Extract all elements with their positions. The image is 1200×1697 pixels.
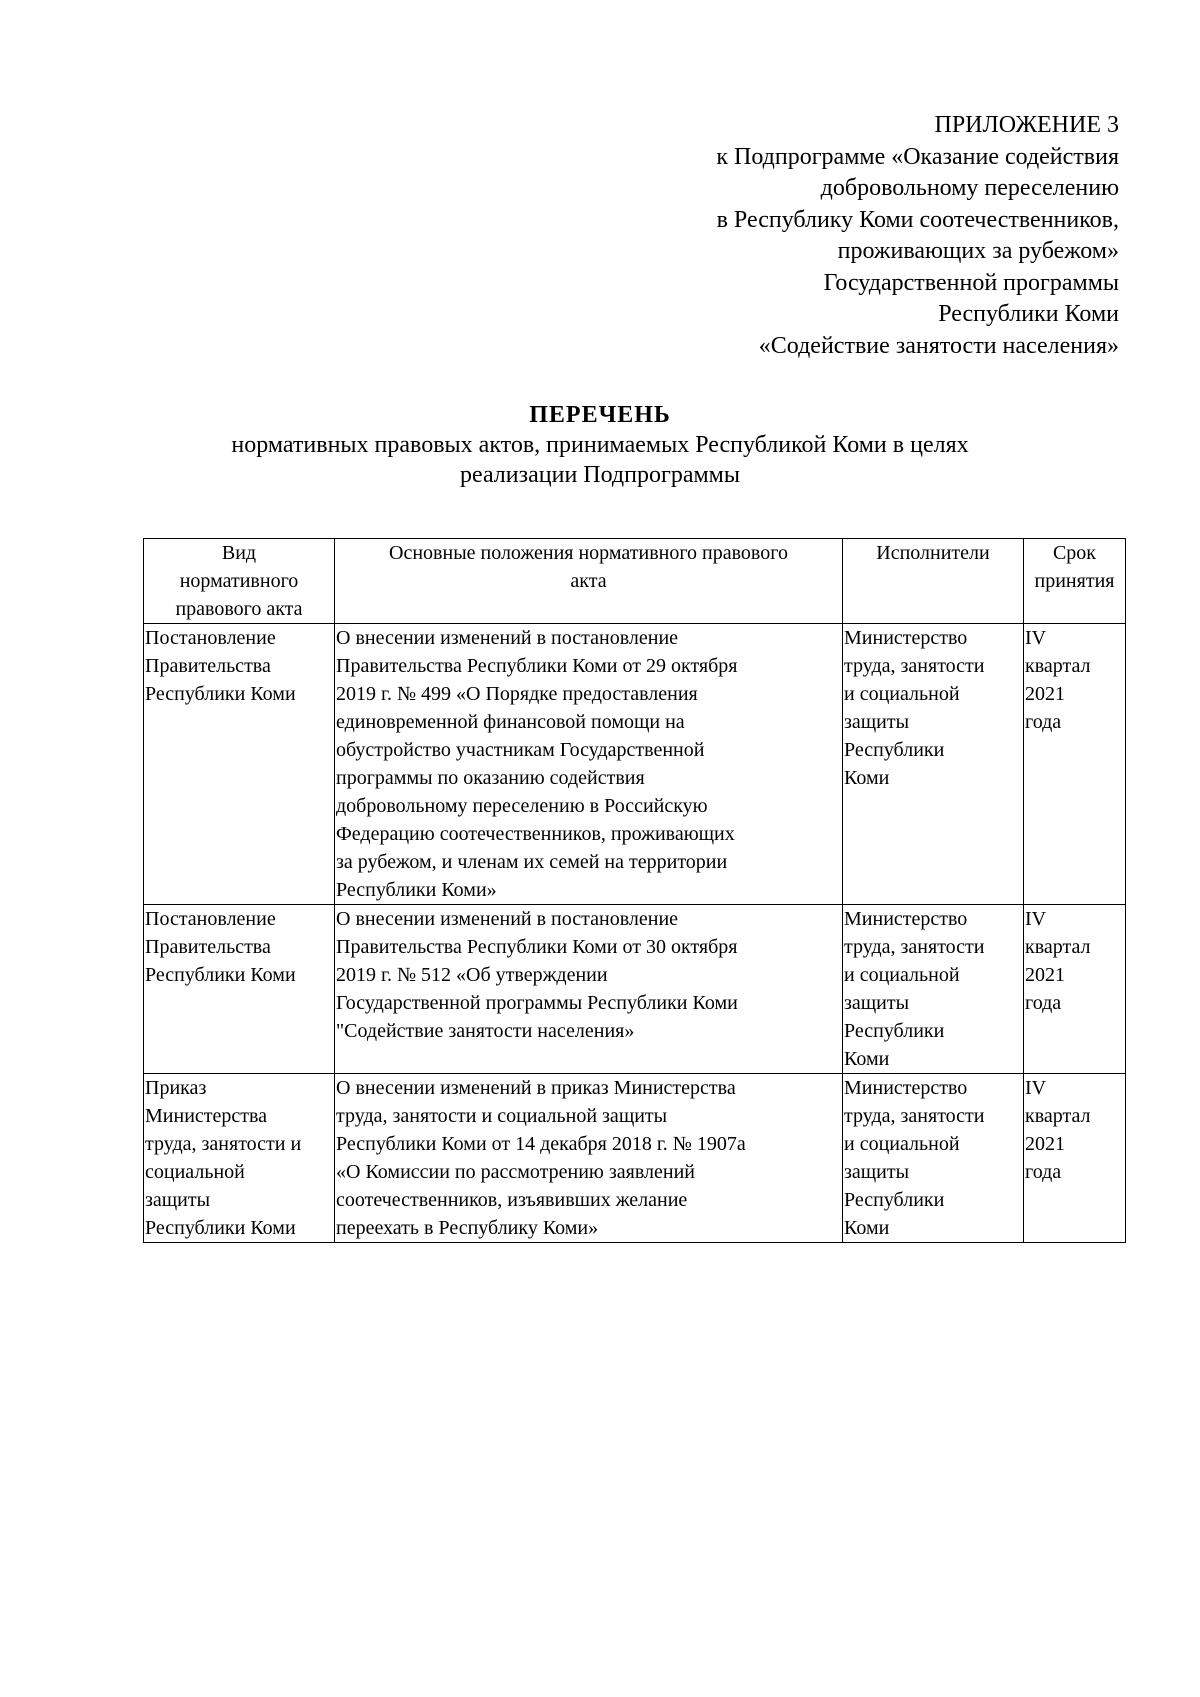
header-line: акта xyxy=(570,570,607,592)
appendix-line: добровольному переселению xyxy=(820,175,1119,201)
appendix-header xyxy=(419,110,1119,362)
cell-line: Приказ xyxy=(145,1077,207,1099)
cell-line: переехать в Республику Коми» xyxy=(336,1217,599,1239)
cell-provisions xyxy=(335,1074,843,1243)
cell-line: программы по оказанию содействия xyxy=(336,767,645,789)
document-heading xyxy=(130,400,1070,490)
appendix-line: к Подпрограмме «Оказание содействия xyxy=(716,143,1119,170)
cell-act-type xyxy=(144,1074,335,1243)
document-title: ПЕРЕЧЕНЬ xyxy=(529,402,671,428)
cell-line: Республики xyxy=(844,1189,945,1211)
cell-line: труда, занятости и xyxy=(145,1133,302,1155)
cell-line: Постановление xyxy=(145,908,276,930)
cell-line: Правительства Республики Коми от 29 октября xyxy=(336,655,738,677)
cell-line: Министерство xyxy=(844,1077,968,1099)
cell-line: и социальной xyxy=(844,683,960,705)
cell-line: за рубежом, и членам их семей на территории xyxy=(336,851,728,873)
cell-line: Министерства xyxy=(145,1105,268,1127)
cell-line: года xyxy=(1025,992,1062,1014)
cell-act-type xyxy=(144,905,335,1074)
cell-line: Федерацию соотечественников, проживающих xyxy=(336,823,735,845)
cell-line: Республики xyxy=(844,739,945,761)
header-deadline xyxy=(1024,539,1126,624)
cell-line: защиты xyxy=(145,1189,211,1211)
cell-line: квартал xyxy=(1025,1105,1091,1127)
header-line: правового акта xyxy=(175,598,303,620)
cell-line: О внесении изменений в постановление xyxy=(336,627,679,649)
table-row xyxy=(144,624,1126,905)
cell-line: квартал xyxy=(1025,936,1091,958)
document-subtitle-line: реализации Подпрограммы xyxy=(460,462,740,488)
header-line: нормативного xyxy=(179,570,299,592)
cell-line: года xyxy=(1025,711,1062,733)
cell-line: защиты xyxy=(844,711,910,733)
table-row xyxy=(144,1074,1126,1243)
cell-line: Министерство xyxy=(844,627,968,649)
header-provisions xyxy=(335,539,843,624)
cell-line: квартал xyxy=(1025,655,1091,677)
header-line: принятия xyxy=(1034,570,1115,592)
cell-line: года xyxy=(1025,1161,1062,1183)
acts-table xyxy=(143,538,1126,1243)
cell-line: труда, занятости xyxy=(844,936,985,958)
cell-line: соотечественников, изъявивших желание xyxy=(336,1189,688,1211)
appendix-line: в Республику Коми соотечественников, xyxy=(716,206,1119,233)
cell-executors xyxy=(843,905,1024,1074)
cell-executors xyxy=(843,624,1024,905)
appendix-line: «Содействие занятости населения» xyxy=(758,332,1119,359)
appendix-line: ПРИЛОЖЕНИЕ 3 xyxy=(934,112,1119,138)
cell-line: обустройство участникам Государственной xyxy=(336,739,705,761)
cell-line: Правительства Республики Коми от 30 октября xyxy=(336,936,738,958)
cell-line: труда, занятости и социальной защиты xyxy=(336,1105,668,1127)
cell-line: Постановление xyxy=(145,627,276,649)
header-line: Срок xyxy=(1052,542,1097,564)
header-act-type xyxy=(144,539,335,624)
cell-line: социальной xyxy=(145,1161,245,1183)
appendix-line: проживающих за рубежом» xyxy=(837,238,1119,264)
cell-line: IV xyxy=(1025,627,1047,649)
cell-deadline xyxy=(1024,905,1126,1074)
header-line: Основные положения нормативного правового xyxy=(389,542,788,564)
cell-line: 2019 г. № 512 «Об утверждении xyxy=(336,964,608,986)
table-header-row xyxy=(144,539,1126,624)
cell-line: Правительства xyxy=(145,655,271,677)
cell-line: 2021 xyxy=(1025,683,1065,705)
header-line: Исполнители xyxy=(876,542,990,564)
cell-line: О внесении изменений в приказ Министерства xyxy=(336,1077,736,1099)
cell-deadline xyxy=(1024,624,1126,905)
cell-line: Республики Коми» xyxy=(336,879,497,901)
cell-line: Республики Коми xyxy=(145,683,296,705)
cell-line: защиты xyxy=(844,1161,910,1183)
cell-line: и социальной xyxy=(844,964,960,986)
cell-line: "Содействие занятости населения» xyxy=(336,1020,635,1042)
cell-line: Республики xyxy=(844,1020,945,1042)
cell-line: 2021 xyxy=(1025,964,1065,986)
header-executors xyxy=(843,539,1024,624)
cell-provisions xyxy=(335,624,843,905)
cell-executors xyxy=(843,1074,1024,1243)
table-row xyxy=(144,905,1126,1074)
cell-line: труда, занятости xyxy=(844,655,985,677)
cell-line: 2019 г. № 499 «О Порядке предоставления xyxy=(336,683,698,705)
cell-line: Республики Коми xyxy=(145,1217,296,1239)
cell-line: Коми xyxy=(844,1217,890,1239)
cell-line: Коми xyxy=(844,767,890,789)
cell-provisions xyxy=(335,905,843,1074)
cell-act-type xyxy=(144,624,335,905)
cell-line: защиты xyxy=(844,992,910,1014)
cell-line: труда, занятости xyxy=(844,1105,985,1127)
cell-line: Государственной программы Республики Коми xyxy=(336,992,738,1014)
document-subtitle-line: нормативных правовых актов, принимаемых Республикой Коми в целях xyxy=(231,432,969,458)
cell-line: IV xyxy=(1025,908,1047,930)
cell-line: Министерство xyxy=(844,908,968,930)
cell-line: «О Комиссии по рассмотрению заявлений xyxy=(336,1161,695,1183)
header-line: Вид xyxy=(221,542,257,564)
cell-line: Республики Коми xyxy=(145,964,296,986)
cell-line: и социальной xyxy=(844,1133,960,1155)
cell-line: Правительства xyxy=(145,936,271,958)
appendix-line: Республики Коми xyxy=(938,301,1119,327)
cell-line: О внесении изменений в постановление xyxy=(336,908,679,930)
cell-line: Республики Коми от 14 декабря 2018 г. № 1907а xyxy=(336,1133,746,1155)
cell-line: добровольному переселению в Российскую xyxy=(336,795,708,817)
cell-line: единовременной финансовой помощи на xyxy=(336,711,685,733)
cell-line: 2021 xyxy=(1025,1133,1065,1155)
cell-deadline xyxy=(1024,1074,1126,1243)
appendix-line: Государственной программы xyxy=(823,269,1119,296)
cell-line: IV xyxy=(1025,1077,1047,1099)
cell-line: Коми xyxy=(844,1048,890,1070)
